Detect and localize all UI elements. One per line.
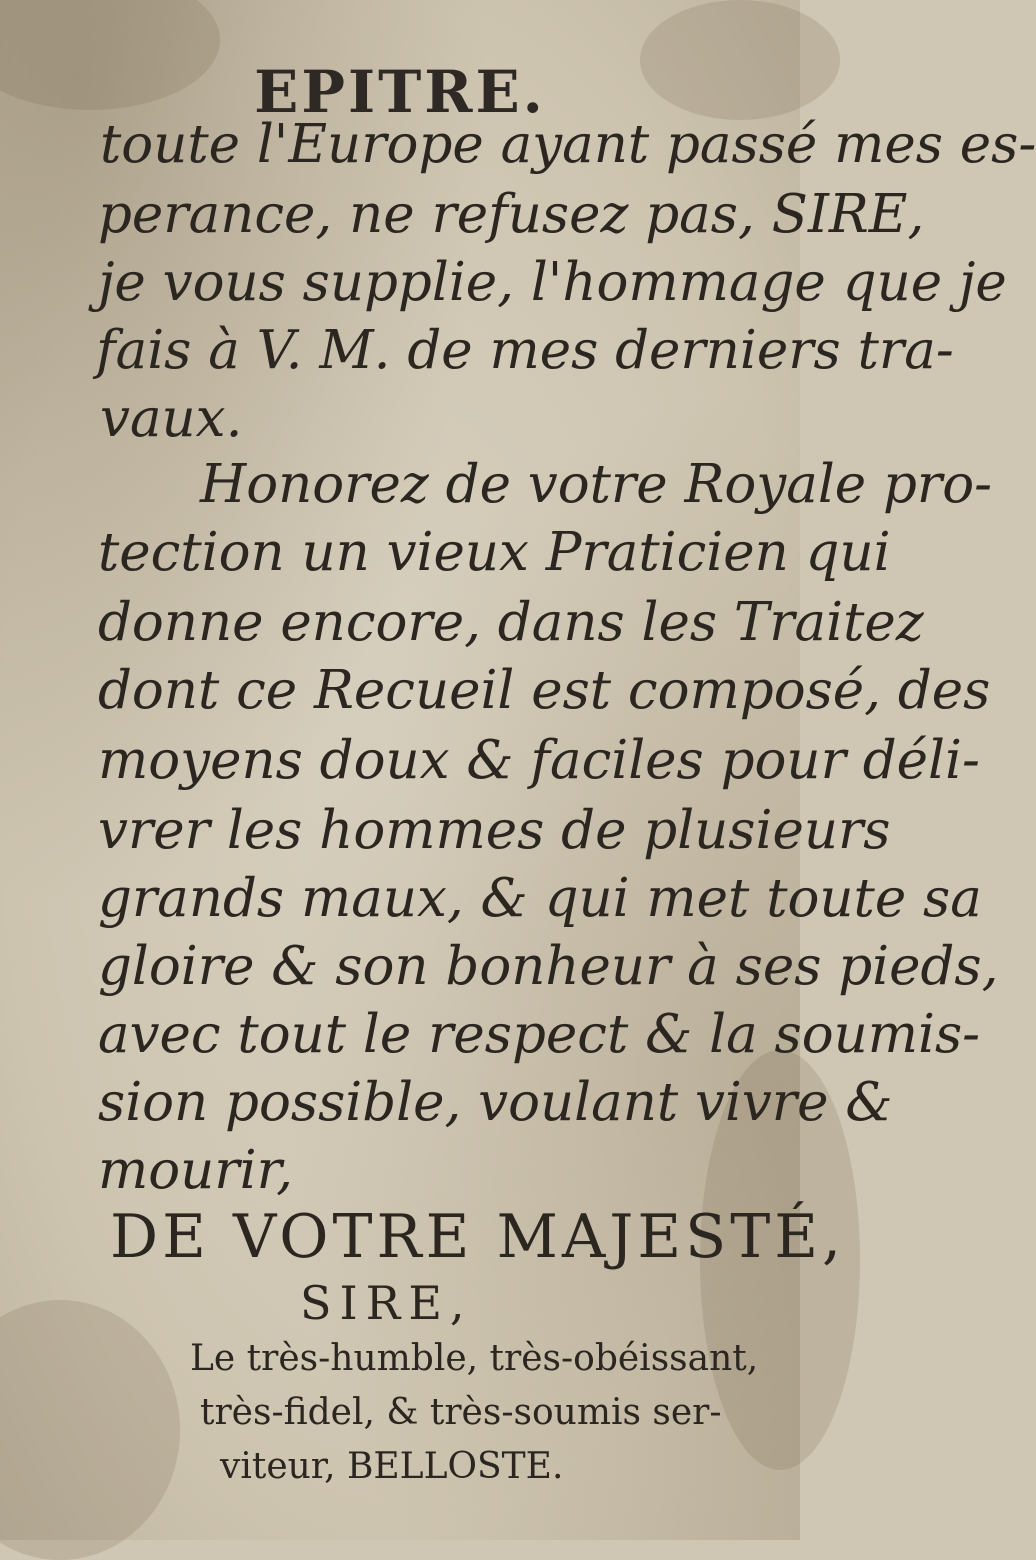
text-line: tection un vieux Praticien qui bbox=[98, 522, 891, 583]
paper-stain bbox=[0, 1300, 180, 1560]
text-line: mourir, bbox=[98, 1140, 293, 1201]
text-line: avec tout le respect & la soumis- bbox=[98, 1004, 981, 1065]
text-line: je vous supplie, l'hommage que je bbox=[98, 252, 1007, 313]
signature-line: viteur, BELLOSTE. bbox=[220, 1446, 564, 1487]
text-line: gloire & son bonheur à ses pieds, bbox=[98, 936, 999, 997]
signature-line: très-fidel, & très-soumis ser- bbox=[200, 1392, 722, 1433]
text-line: sion possible, voulant vivre & bbox=[98, 1072, 893, 1133]
salutation: SIRE, bbox=[300, 1276, 473, 1330]
text-line: vaux. bbox=[100, 388, 243, 449]
text-line: dont ce Recueil est composé, des bbox=[98, 660, 991, 721]
text-line: perance, ne refusez pas, SIRE, bbox=[98, 184, 925, 245]
text-line: Honorez de votre Royale pro- bbox=[200, 454, 993, 515]
text-line: moyens doux & faciles pour déli- bbox=[98, 730, 980, 791]
text-line: vrer les hommes de plusieurs bbox=[98, 800, 891, 861]
closing-heading: DE VOTRE MAJESTÉ, bbox=[110, 1202, 846, 1272]
running-title: EPITRE. bbox=[254, 58, 546, 126]
text-line: fais à V. M. de mes derniers tra- bbox=[96, 320, 954, 381]
text-line: toute l'Europe ayant passé mes es- bbox=[100, 114, 1036, 175]
text-line: grands maux, & qui met toute sa bbox=[98, 868, 982, 929]
text-line: donne encore, dans les Traitez bbox=[98, 592, 924, 653]
signature-line: Le très-humble, très-obéissant, bbox=[190, 1338, 759, 1379]
